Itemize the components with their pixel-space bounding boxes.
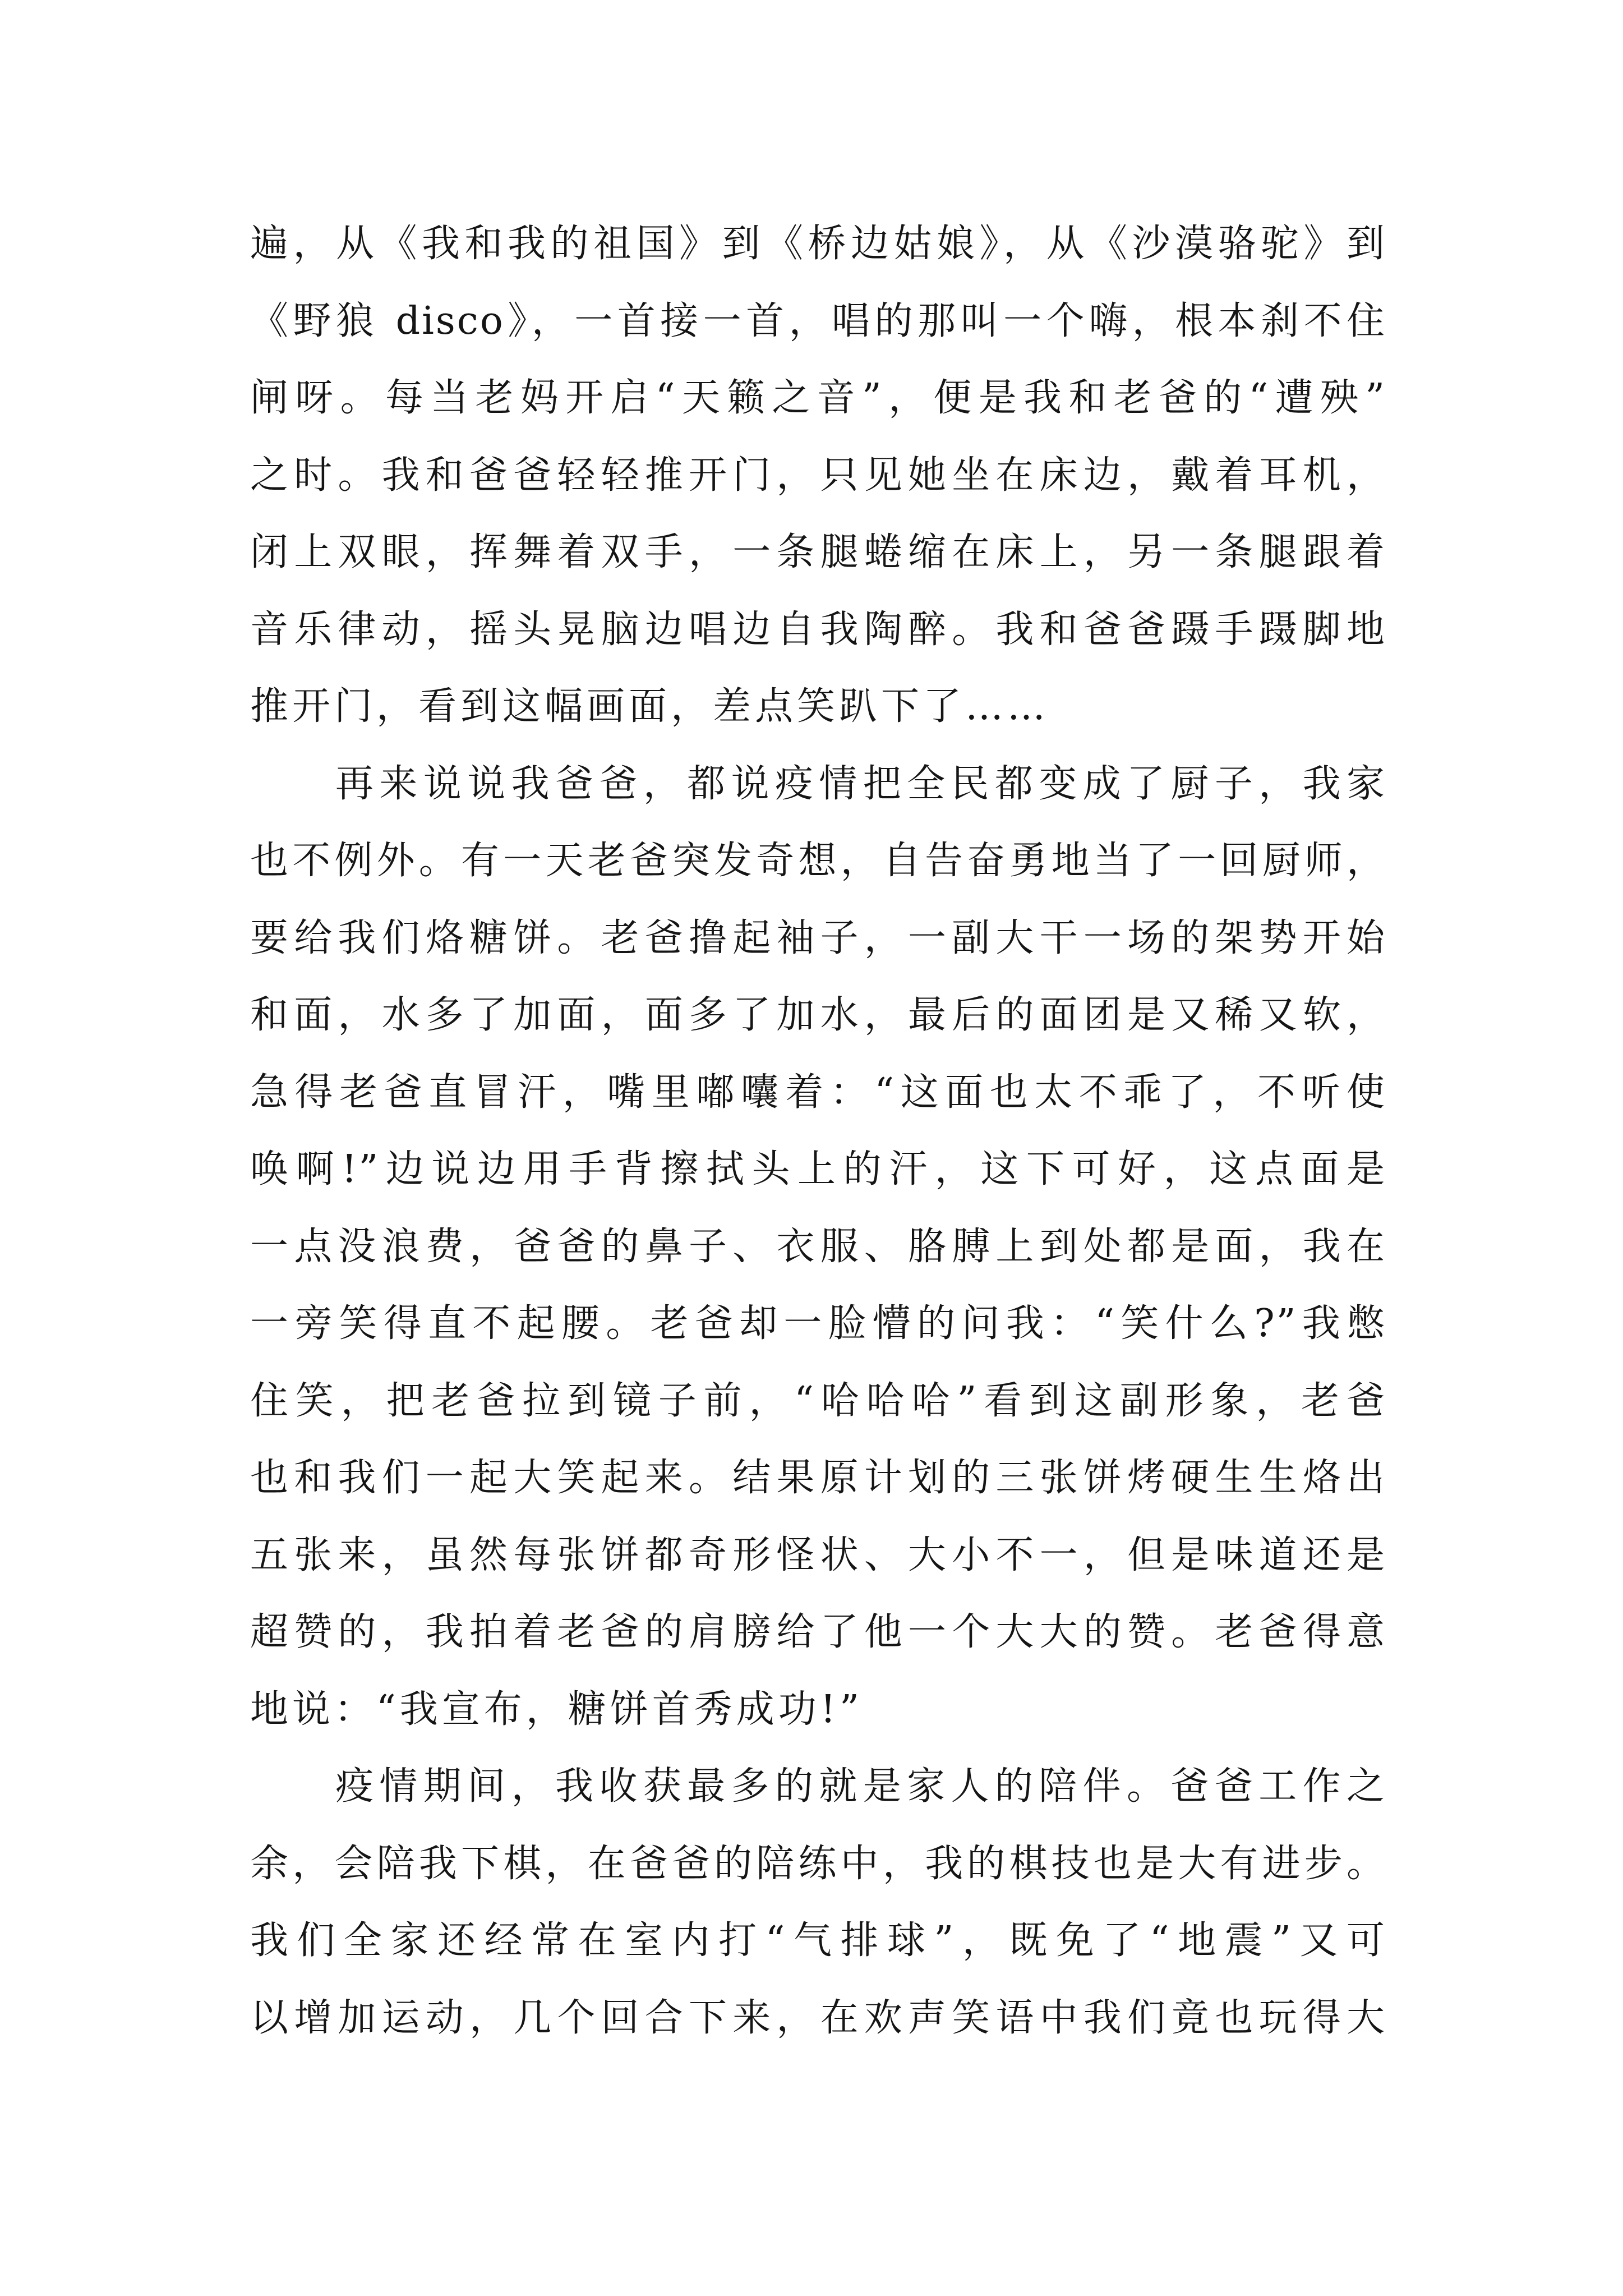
text-line: 闸呀。每当老妈开启“天籁之音”，便是我和老爸的“遭殃” <box>250 376 1386 420</box>
paragraph-family-time <box>250 1748 1386 2056</box>
text-line: 遍，从《我和我的祖国》到《桥边姑娘》，从《沙漠骆驼》到 <box>250 222 1386 266</box>
text-line: 和面，水多了加面，面多了加水，最后的面团是又稀又软， <box>250 993 1386 1037</box>
paragraph-mother-singing <box>250 205 1386 746</box>
text-line: 余，会陪我下棋，在爸爸的陪练中，我的棋技也是大有进步。 <box>250 1841 1386 1886</box>
text-line: 也和我们一起大笑起来。结果原计划的三张饼烤硬生生烙出 <box>250 1456 1386 1500</box>
text-line: 再来说说我爸爸，都说疫情把全民都变成了厨子，我家 <box>335 761 1386 806</box>
text-line: 之时。我和爸爸轻轻推开门，只见她坐在床边，戴着耳机， <box>250 453 1386 498</box>
text-line: 住笑，把老爸拉到镜子前，“哈哈哈”看到这副形象，老爸 <box>250 1378 1386 1423</box>
text-line: 地说：“我宣布，糖饼首秀成功!” <box>250 1687 863 1732</box>
paragraph-father-cooking <box>250 746 1386 1749</box>
text-line: 超赞的，我拍着老爸的肩膀给了他一个大大的赞。老爸得意 <box>250 1610 1386 1654</box>
text-line: 也不例外。有一天老爸突发奇想，自告奋勇地当了一回厨师， <box>250 839 1386 883</box>
text-line: 唤啊!”边说边用手背擦拭头上的汗，这下可好，这点面是 <box>250 1147 1386 1191</box>
text-line: 《野狼 disco》，一首接一首，唱的那叫一个嗨，根本刹不住 <box>250 298 1386 343</box>
text-line: 急得老爸直冒汗，嘴里嘟囔着：“这面也太不乖了，不听使 <box>250 1070 1386 1115</box>
text-line: 一旁笑得直不起腰。老爸却一脸懵的问我：“笑什么?”我憋 <box>250 1301 1386 1346</box>
text-line: 以增加运动，几个回合下来，在欢声笑语中我们竟也玩得大 <box>250 1995 1386 2040</box>
text-line: 五张来，虽然每张饼都奇形怪状、大小不一，但是味道还是 <box>250 1533 1386 1577</box>
text-line: 推开门，看到这幅画面，差点笑趴下了…… <box>250 684 1050 729</box>
text-line: 一点没浪费，爸爸的鼻子、衣服、胳膊上到处都是面，我在 <box>250 1224 1386 1269</box>
text-line: 音乐律动，摇头晃脑边唱边自我陶醉。我和爸爸蹑手蹑脚地 <box>250 607 1386 652</box>
text-line: 我们全家还经常在室内打“气排球”，既免了“地震”又可 <box>250 1918 1386 1963</box>
text-line: 要给我们烙糖饼。老爸撸起袖子，一副大干一场的架势开始 <box>250 915 1386 960</box>
text-line: 闭上双眼，挥舞着双手，一条腿蜷缩在床上，另一条腿跟着 <box>250 530 1386 574</box>
body-text <box>250 205 1386 2056</box>
text-line: 疫情期间，我收获最多的就是家人的陪伴。爸爸工作之 <box>335 1764 1386 1809</box>
